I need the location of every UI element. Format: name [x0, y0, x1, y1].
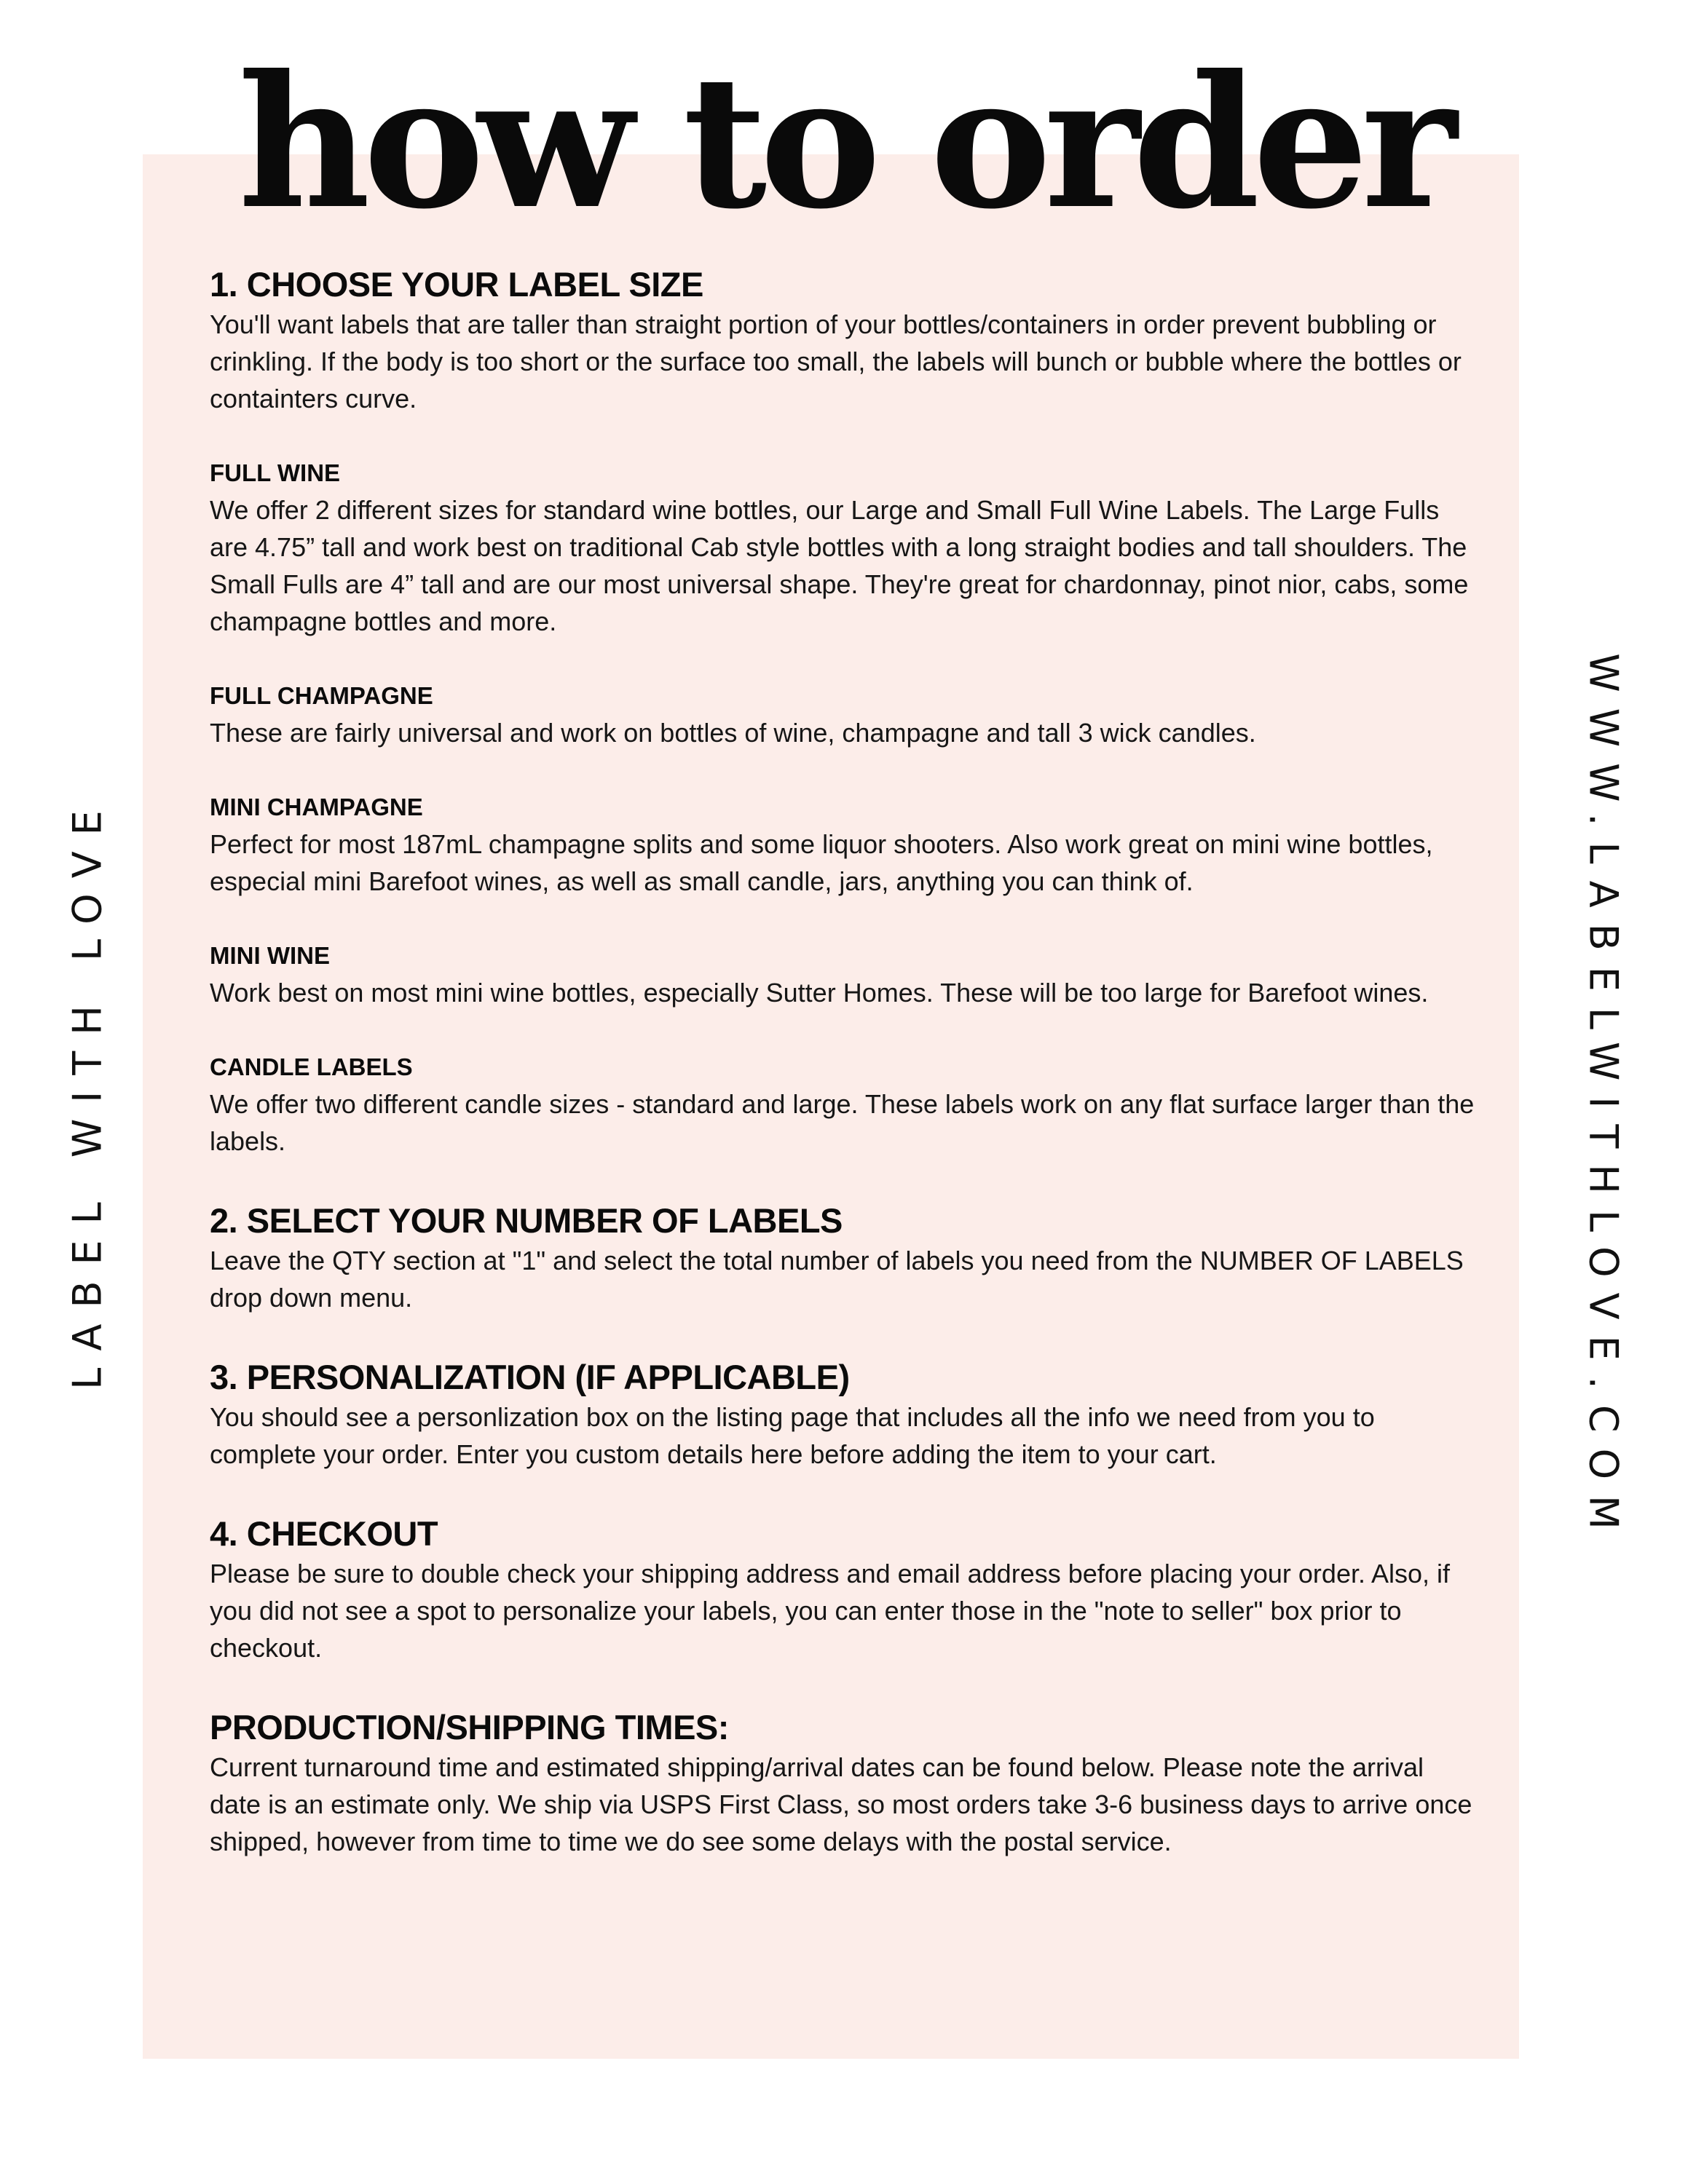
- full-wine-text: We offer 2 different sizes for standard wine bottles, our Large and Small Full Wine Labels. The Large Fulls are 4.75” tall and work best on traditional Cab style bottles with a long straight bodies and tall shoulders. The Small Fulls are 4” tall and are our most universal shape. They're great for chardonnay, pinot nior, cabs, some champagne bottles and more.: [210, 495, 1469, 636]
- section-heading-choose-size: 1. CHOOSE YOUR LABEL SIZE: [210, 265, 703, 304]
- side-brand-text: LABEL WITH LOVE: [64, 794, 111, 1390]
- production-text: Current turnaround time and estimated shipping/arrival dates can be found below. Please note the arrival date is an estimate only. We ship via USPS First Class, so most orders take 3-6 business days to arrive once shipped, however from time to time we do see some delays with the postal service.: [210, 1752, 1472, 1856]
- subheading-mini-champagne: MINI CHAMPAGNE: [210, 794, 423, 820]
- subheading-candle-labels: CANDLE LABELS: [210, 1053, 413, 1080]
- checkout-text: Please be sure to double check your shipping address and email address before placing your order. Also, if you did not see a spot to personalize your labels, you can enter those in the "note to seller" box prior to checkout.: [210, 1559, 1451, 1663]
- subheading-full-wine: FULL WINE: [210, 459, 341, 486]
- choose-size-intro: You'll want labels that are taller than straight portion of your bottles/containers in order prevent bubbling or crinkling. If the body is too short or the surface too small, the labels will bunch or bubble where the bottles or containters curve.: [210, 309, 1462, 414]
- section-heading-production: PRODUCTION/SHIPPING TIMES:: [210, 1708, 729, 1746]
- mini-champagne-text: Perfect for most 187mL champagne splits and some liquor shooters. Also work great on mini wine bottles, especial mini Barefoot wines, as well as small candle, jars, anything you can think of.: [210, 829, 1433, 896]
- full-champagne-text: These are fairly universal and work on bottles of wine, champagne and tall 3 wick candles.: [210, 718, 1256, 748]
- subheading-full-champagne: FULL CHAMPAGNE: [210, 682, 433, 709]
- section-heading-personalization: 3. PERSONALIZATION (IF APPLICABLE): [210, 1358, 850, 1396]
- personalization-text: You should see a personlization box on the listing page that includes all the info we need from you to complete your order. Enter you custom details here before adding the item to your cart.: [210, 1402, 1375, 1469]
- page-title: how to order: [237, 35, 1451, 249]
- side-website-text: WWW.LABELWITHLOVE.COM: [1580, 653, 1627, 1546]
- select-number-text: Leave the QTY section at "1" and select the total number of labels you need from the NUMBER OF LABELS drop down menu.: [210, 1246, 1464, 1313]
- section-heading-checkout: 4. CHECKOUT: [210, 1514, 438, 1553]
- mini-wine-text: Work best on most mini wine bottles, especially Sutter Homes. These will be too large for Barefoot wines.: [210, 978, 1429, 1008]
- subheading-mini-wine: MINI WINE: [210, 942, 330, 969]
- instructions: [210, 264, 1477, 1860]
- candle-labels-text: We offer two different candle sizes - standard and large. These labels work on any flat surface larger than the labels.: [210, 1089, 1475, 1156]
- section-heading-select-number: 2. SELECT YOUR NUMBER OF LABELS: [210, 1201, 843, 1240]
